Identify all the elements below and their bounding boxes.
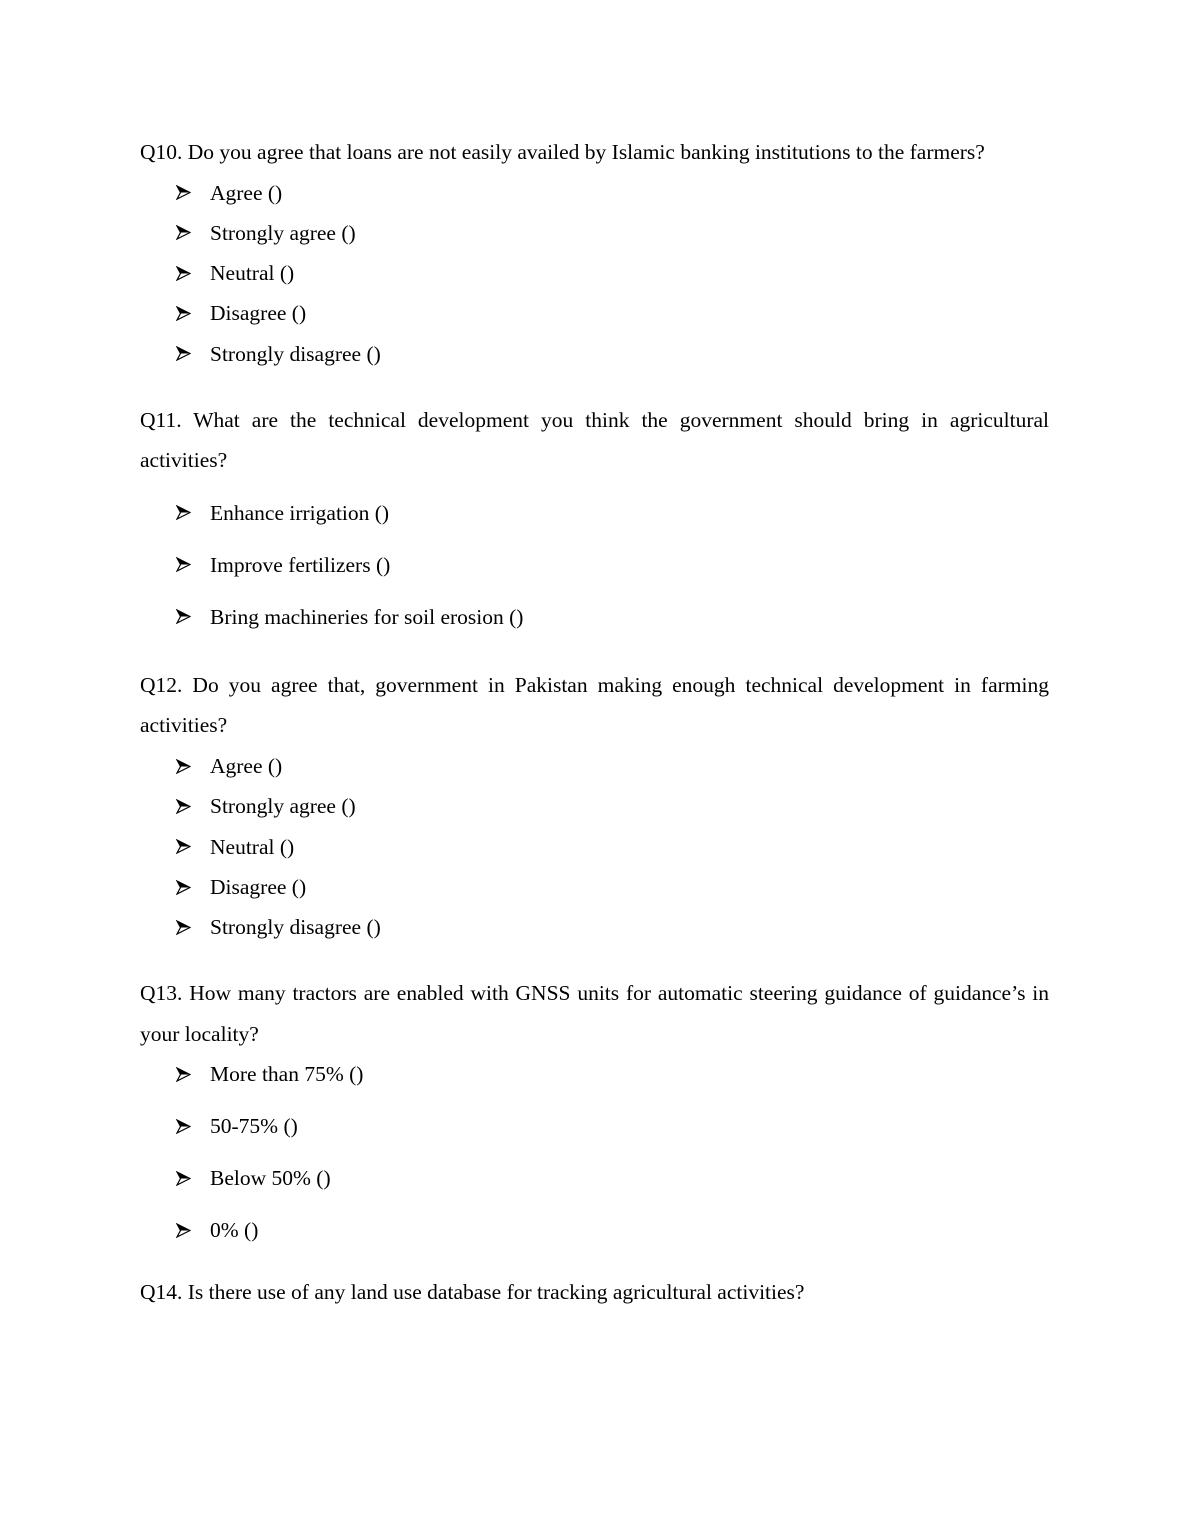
arrowhead-bullet-icon xyxy=(176,487,192,539)
options-q12 xyxy=(140,746,1049,947)
arrowhead-bullet-icon xyxy=(176,591,192,643)
list-item xyxy=(140,253,1049,293)
option-label: 0% () xyxy=(210,1218,259,1243)
option-label: Enhance irrigation () xyxy=(210,500,390,525)
list-item xyxy=(140,907,1049,947)
spacer xyxy=(140,1256,1049,1272)
document-page xyxy=(140,132,1049,1313)
arrowhead-bullet-icon xyxy=(176,867,192,907)
question-q14: Q14. Is there use of any land use database for tracking agricultural activities? xyxy=(140,1280,805,1305)
spacer xyxy=(140,374,1049,400)
list-item xyxy=(140,173,1049,213)
list-item xyxy=(140,1054,1049,1100)
arrowhead-bullet-icon xyxy=(176,746,192,786)
list-item xyxy=(140,213,1049,253)
option-label: More than 75% () xyxy=(210,1062,364,1087)
option-label: Strongly agree () xyxy=(210,794,356,819)
options-q11 xyxy=(140,487,1049,643)
list-item xyxy=(140,334,1049,374)
list-item xyxy=(140,1152,1049,1204)
spacer xyxy=(140,643,1049,665)
option-label: Agree () xyxy=(210,180,283,205)
option-label: Strongly disagree () xyxy=(210,915,381,940)
arrowhead-bullet-icon xyxy=(176,1152,192,1204)
list-item xyxy=(140,1204,1049,1256)
option-label: Strongly agree () xyxy=(210,220,356,245)
options-q10 xyxy=(140,173,1049,374)
list-item xyxy=(140,1100,1049,1152)
arrowhead-bullet-icon xyxy=(176,786,192,826)
list-item xyxy=(140,746,1049,786)
list-item xyxy=(140,827,1049,867)
list-item xyxy=(140,539,1049,591)
option-label: Neutral () xyxy=(210,261,295,286)
arrowhead-bullet-icon xyxy=(176,1204,192,1256)
list-item xyxy=(140,293,1049,333)
arrowhead-bullet-icon xyxy=(176,907,192,947)
question-q12: Q12. Do you agree that, government in Pakistan making enough technical development in farming activities? xyxy=(140,672,1049,738)
arrowhead-bullet-icon xyxy=(176,173,192,213)
spacer xyxy=(140,947,1049,973)
list-item xyxy=(140,786,1049,826)
options-q13 xyxy=(140,1054,1049,1256)
arrowhead-bullet-icon xyxy=(176,213,192,253)
question-q10: Q10. Do you agree that loans are not easily availed by Islamic banking institutions to the farmers? xyxy=(140,140,985,164)
arrowhead-bullet-icon xyxy=(176,1054,192,1094)
arrowhead-bullet-icon xyxy=(176,827,192,867)
option-label: Improve fertilizers () xyxy=(210,552,391,577)
arrowhead-bullet-icon xyxy=(176,1100,192,1152)
option-label: Disagree () xyxy=(210,301,307,326)
option-label: Disagree () xyxy=(210,874,307,899)
option-label: Neutral () xyxy=(210,834,295,859)
list-item xyxy=(140,591,1049,643)
arrowhead-bullet-icon xyxy=(176,253,192,293)
arrowhead-bullet-icon xyxy=(176,539,192,591)
question-q13: Q13. How many tractors are enabled with GNSS units for automatic steering guidance of guidance’s in your locality? xyxy=(140,981,1049,1046)
arrowhead-bullet-icon xyxy=(176,334,192,374)
list-item xyxy=(140,867,1049,907)
option-label: Below 50% () xyxy=(210,1166,331,1191)
option-label: 50-75% () xyxy=(210,1114,298,1139)
list-item xyxy=(140,487,1049,539)
question-q11: Q11. What are the technical development you think the government should bring in agricultural activities? xyxy=(140,407,1049,473)
option-label: Agree () xyxy=(210,753,283,778)
option-label: Strongly disagree () xyxy=(210,341,381,366)
option-label: Bring machineries for soil erosion () xyxy=(210,604,524,629)
arrowhead-bullet-icon xyxy=(176,293,192,333)
